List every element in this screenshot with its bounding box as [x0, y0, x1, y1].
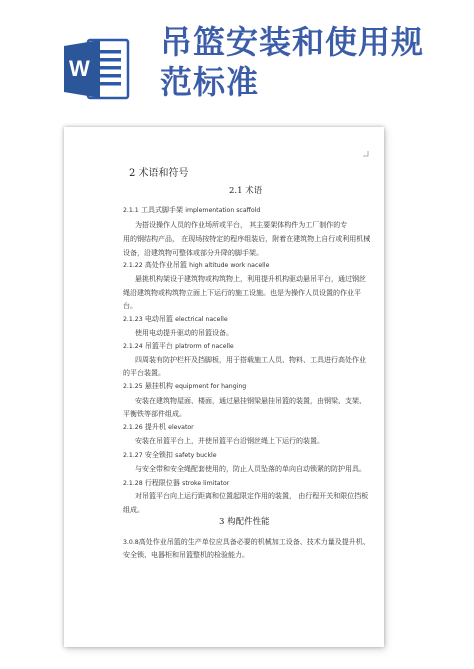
document-title-line2: 范标准 — [160, 63, 260, 101]
term-number: 2.1.22 — [123, 262, 143, 269]
term-cn: 高处作业吊篮 — [144, 261, 187, 269]
term-cn: 电动吊篮 — [144, 315, 173, 323]
term-2-1-27 — [123, 450, 217, 461]
term-2-1-22 — [123, 260, 269, 271]
word-icon-letter: W — [69, 56, 90, 81]
document-content — [63, 0, 383, 669]
term-cn: 提升机 — [144, 423, 166, 431]
term-cn: 工具式脚手架 — [140, 206, 183, 214]
term-2-1-26 — [123, 422, 194, 433]
paragraph-line: 的平台装置。 — [123, 369, 165, 377]
paragraph-line: 与安全带和安全绳配套使用的，防止人员坠落的单向自动锁紧的防护用具。 — [135, 465, 366, 473]
section-heading-2-1: 2.1 术语 — [229, 186, 263, 196]
section-heading-2: 2 术语和符号 — [129, 168, 189, 179]
paragraph-line: 对吊篮平台向上运行距离和位置起限定作用的装置， 由行程开关和限位挡板 — [135, 492, 369, 500]
paragraph-line: 悬挑机构架设于建筑物或构筑物上，利用提升机构驱动悬吊平台，通过钢丝 — [135, 275, 366, 283]
term-number: 2.1.28 — [123, 480, 143, 487]
term-number: 2.1.23 — [123, 316, 143, 323]
term-en: platrorm of nacelle — [175, 343, 234, 350]
term-en: high altitude work nacelle — [189, 262, 270, 269]
term-en: electrical nacelle — [175, 316, 228, 323]
term-en: elevator — [168, 424, 194, 431]
paragraph-line: 台。 — [123, 302, 137, 310]
paragraph-line: 用的钢结构产品， 在现场按特定的程序组装后，附着在建筑物上自行或利用机械 — [123, 235, 371, 243]
term-2-1-24 — [123, 341, 234, 352]
term-en: stroke limitator — [182, 480, 230, 487]
term-en: equipment for hanging — [175, 383, 247, 390]
clause-number: 3.0.8 — [123, 539, 139, 546]
term-2-1-23 — [123, 314, 228, 325]
paragraph-line: 平衡铁等部件组成。 — [123, 410, 186, 418]
paragraph-line: 安装在建筑物屋面、楼面，通过悬挂钢梁悬挂吊篮的装置，由钢梁、支架、 — [135, 397, 366, 405]
clause-3-0-8 — [123, 537, 370, 548]
term-en: safety buckle — [175, 452, 217, 459]
paragraph-line: 为搭设操作人员的作业场所或平台， 其主要架体构件为工厂制作的专 — [135, 221, 348, 229]
term-number: 2.1.26 — [123, 424, 143, 431]
term-2-1-25 — [123, 381, 246, 392]
paragraph-line: 绳沿建筑物或构筑物立面上下运行的施工设施。也是为操作人员设置的作业平 — [123, 289, 361, 297]
paragraph-line: 使用电动提升驱动的吊篮设备。 — [135, 329, 233, 337]
section-heading-3: 3 构配件性能 — [219, 517, 270, 527]
term-en: implementation scaffold — [185, 207, 261, 214]
term-number: 2.1.1 — [123, 207, 139, 214]
term-cn: 安全锁扣 — [144, 451, 173, 459]
term-number: 2.1.24 — [123, 343, 143, 350]
paragraph-line: 组成。 — [123, 506, 144, 514]
paragraph-line: 安装在吊篮平台上，并使吊篮平台沿钢丝绳上下运行的装置。 — [135, 437, 324, 445]
term-cn: 行程限位器 — [144, 479, 180, 487]
paragraph-line: 四周装有防护栏杆及挡脚板，用于搭载施工人员、物料、工具进行高处作业 — [135, 356, 366, 364]
term-2-1-28 — [123, 478, 229, 489]
term-2-1-1 — [123, 205, 260, 216]
paragraph-line: 设备，沿建筑物可整体或部分升降的脚手架。 — [123, 249, 263, 257]
term-number: 2.1.25 — [123, 383, 143, 390]
paragraph-line: 安全锁、电器柜和吊篮整机的检验能力。 — [123, 551, 249, 559]
document-title-line1: 吊篮安装和使用规 — [160, 23, 425, 61]
term-cn: 吊篮平台 — [144, 342, 173, 350]
clause-text: 高处作业吊篮的生产单位应具备必要的机械加工设备、技术力量及提升机、 — [138, 538, 370, 546]
term-cn: 悬挂机构 — [144, 382, 173, 390]
term-number: 2.1.27 — [123, 452, 143, 459]
